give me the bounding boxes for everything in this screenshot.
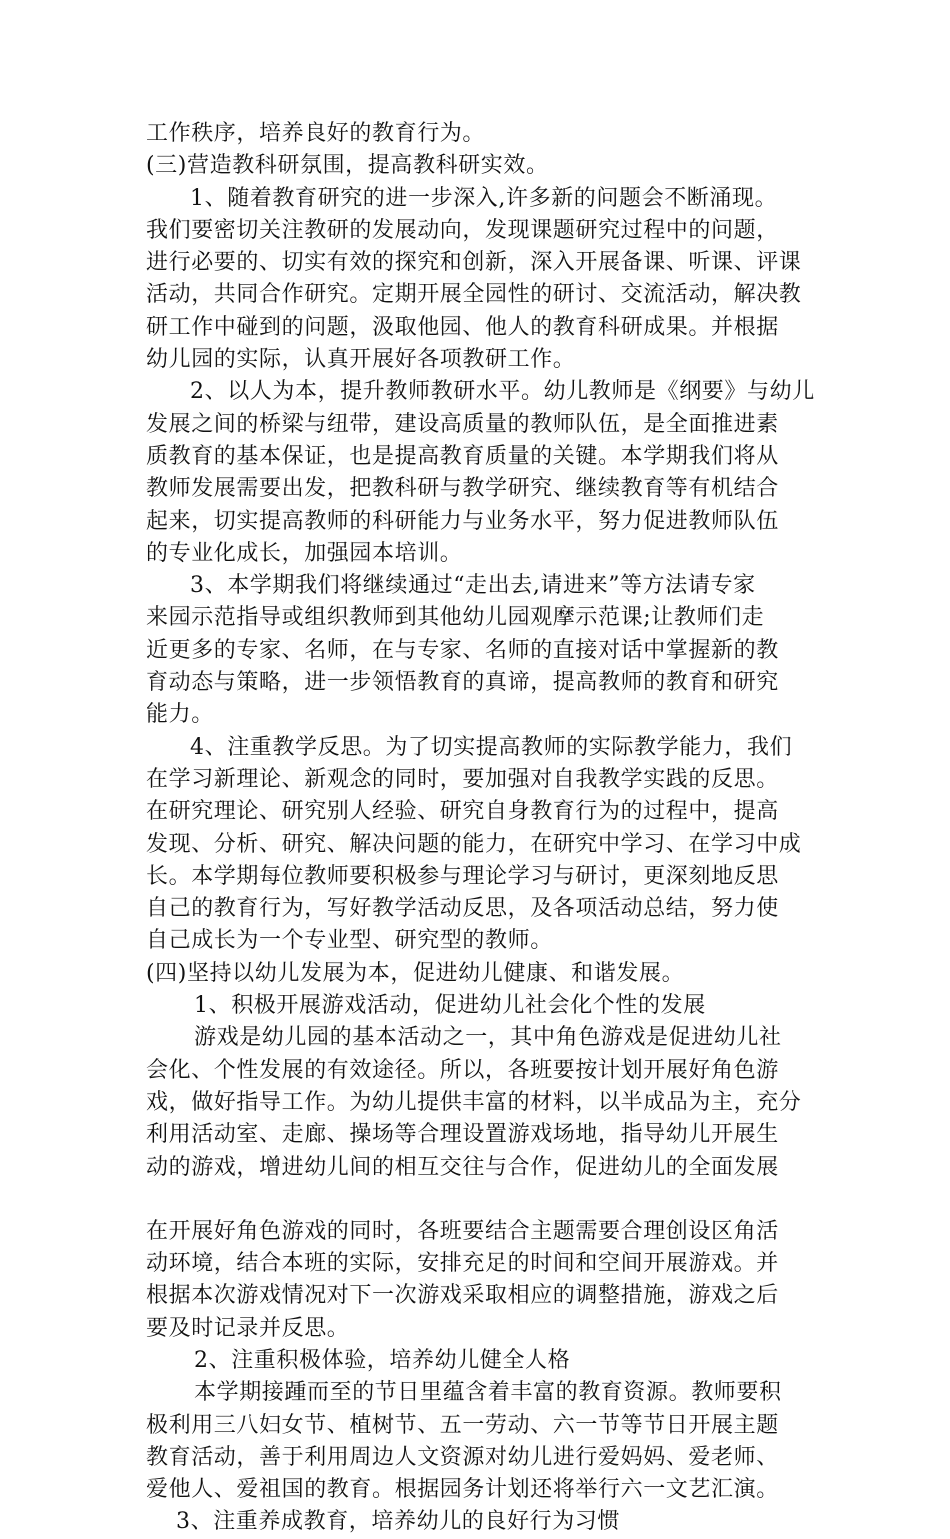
text-line: 爱他人、爱祖国的教育。根据园务计划还将举行六一文艺汇演。 xyxy=(146,1477,779,1503)
text-line: 2、以人为本，提升教师教研水平。幼儿教师是《纲要》与幼儿 xyxy=(190,379,815,405)
text-line: 育动态与策略，进一步领悟教育的真谛，提高教师的教育和研究 xyxy=(146,670,779,696)
text-line: 教师发展需要出发，把教科研与教学研究、继续教育等有机结合 xyxy=(146,476,779,502)
text-line: 幼儿园的实际，认真开展好各项教研工作。 xyxy=(146,347,576,373)
text-line: 发现、分析、研究、解决问题的能力，在研究中学习、在学习中成 xyxy=(146,831,802,857)
text-line: 的专业化成长，加强园本培训。 xyxy=(146,540,463,566)
text-line: 起来，切实提高教师的科研能力与业务水平，努力促进教师队伍 xyxy=(146,508,779,534)
text-line: 在开展好角色游戏的同时，各班要结合主题需要合理创设区角活 xyxy=(146,1218,779,1244)
text-line: 极利用三八妇女节、植树节、五一劳动、六一节等节日开展主题 xyxy=(146,1412,779,1438)
text-line: 教育活动，善于利用周边人文资源对幼儿进行爱妈妈、爱老师、 xyxy=(146,1444,779,1470)
section-heading: (三)营造教科研氛围，提高教科研实效。 xyxy=(146,153,549,179)
text-line: 近更多的专家、名师，在与专家、名师的直接对话中掌握新的教 xyxy=(146,637,779,663)
text-line: 游戏是幼儿园的基本活动之一，其中角色游戏是促进幼儿社 xyxy=(194,1025,782,1051)
text-line: 动的游戏，增进幼儿间的相互交往与合作，促进幼儿的全面发展 xyxy=(146,1154,779,1180)
text-line: 活动，共同合作研究。定期开展全园性的研讨、交流活动，解决教 xyxy=(146,282,802,308)
text-line: 根据本次游戏情况对下一次游戏采取相应的调整措施，游戏之后 xyxy=(146,1283,779,1309)
text-line: 动环境，结合本班的实际，安排充足的时间和空间开展游戏。并 xyxy=(146,1251,779,1277)
text-line: 质教育的基本保证，也是提高教育质量的关键。本学期我们将从 xyxy=(146,443,779,469)
text-line: 在研究理论、研究别人经验、研究自身教育行为的过程中，提高 xyxy=(146,799,779,825)
text-line: 利用活动室、走廊、操场等合理设置游戏场地，指导幼儿开展生 xyxy=(146,1122,779,1148)
text-line: 我们要密切关注教研的发展动向，发现课题研究过程中的问题， xyxy=(146,217,779,243)
text-line: 研工作中碰到的问题，汲取他园、他人的教育科研成果。并根据 xyxy=(146,314,779,340)
subheading: 1、积极开展游戏活动，促进幼儿社会化个性的发展 xyxy=(194,993,706,1019)
text-line: 3、本学期我们将继续通过“走出去,请进来”等方法请专家 xyxy=(190,573,756,599)
text-line: 发展之间的桥梁与纽带，建设高质量的教师队伍，是全面推进素 xyxy=(146,411,779,437)
subheading: 3、注重养成教育，培养幼儿的良好行为习惯 xyxy=(176,1509,620,1535)
text-line: 能力。 xyxy=(146,702,214,728)
text-line: 戏，做好指导工作。为幼儿提供丰富的材料，以半成品为主，充分 xyxy=(146,1089,802,1115)
text-line: 来园示范指导或组织教师到其他幼儿园观摩示范课;让教师们走 xyxy=(146,605,765,631)
text-line: 工作秩序，培养良好的教育行为。 xyxy=(146,121,486,146)
document-body xyxy=(146,118,815,1539)
text-line: 长。本学期每位教师要积极参与理论学习与研讨，更深刻地反思 xyxy=(146,863,779,889)
text-line: 本学期接踵而至的节日里蕴含着丰富的教育资源。教师要积 xyxy=(194,1380,782,1406)
paragraph-gap xyxy=(146,1184,812,1216)
text-line: 自己的教育行为，写好教学活动反思，及各项活动总结，努力使 xyxy=(146,896,779,922)
section-heading: (四)坚持以幼儿发展为本，促进幼儿健康、和谐发展。 xyxy=(146,960,685,986)
text-line: 要及时记录并反思。 xyxy=(146,1315,350,1341)
text-line: 会化、个性发展的有效途径。所以，各班要按计划开展好角色游 xyxy=(146,1057,779,1083)
text-line: 4、注重教学反思。为了切实提高教师的实际教学能力，我们 xyxy=(190,734,793,760)
text-line: 进行必要的、切实有效的探究和创新，深入开展备课、听课、评课 xyxy=(146,250,802,276)
text-line: 1、随着教育研究的进一步深入,许多新的问题会不断涌现。 xyxy=(190,185,778,211)
subheading: 2、注重积极体验，培养幼儿健全人格 xyxy=(194,1347,571,1373)
text-line: 自己成长为一个专业型、研究型的教师。 xyxy=(146,928,553,954)
text-line: 在学习新理论、新观念的同时，要加强对自我教学实践的反思。 xyxy=(146,766,779,792)
